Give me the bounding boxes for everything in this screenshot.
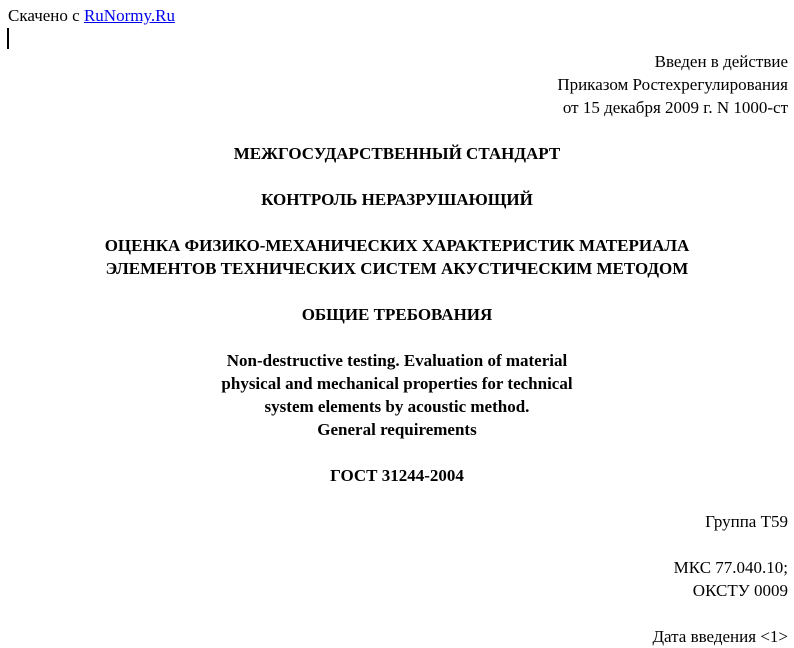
heading-evaluation-line-2: ЭЛЕМЕНТОВ ТЕХНИЧЕСКИХ СИСТЕМ АКУСТИЧЕСКИМ МЕТОДОМ: [105, 259, 689, 278]
english-title-line-3: system elements by acoustic method.: [264, 397, 530, 416]
enactment-line-2: Приказом Ростехрегулирования: [557, 75, 788, 94]
introduction-date: Дата введения <1>: [652, 627, 788, 646]
english-title-line-2: physical and mechanical properties for technical: [221, 374, 573, 393]
english-title-line-1: Non-destructive testing. Evaluation of material: [226, 351, 568, 370]
gost-number: ГОСТ 31244-2004: [330, 466, 464, 485]
english-title-line-4: General requirements: [317, 420, 477, 439]
text-cursor: [7, 28, 9, 49]
heading-control: КОНТРОЛЬ НЕРАЗРУШАЮЩИЙ: [261, 190, 533, 209]
heading-general-requirements: ОБЩИЕ ТРЕБОВАНИЯ: [301, 305, 493, 324]
runormy-link[interactable]: RuNormy.Ru: [83, 6, 175, 25]
classification-okstu: ОКСТУ 0009: [692, 581, 788, 600]
download-notice-prefix: Скачено с: [8, 6, 80, 25]
download-notice: [8, 5, 175, 27]
classification-mks: МКС 77.040.10;: [673, 558, 788, 577]
heading-evaluation-line-1: ОЦЕНКА ФИЗИКО-МЕХАНИЧЕСКИХ ХАРАКТЕРИСТИК МАТЕРИАЛА: [104, 236, 690, 255]
enactment-line-1: Введен в действие: [654, 52, 788, 71]
standard-type-title: МЕЖГОСУДАРСТВЕННЫЙ СТАНДАРТ: [233, 144, 561, 163]
enactment-line-3: от 15 декабря 2009 г. N 1000-ст: [562, 98, 788, 117]
classification-group: Группа Т59: [705, 512, 788, 531]
